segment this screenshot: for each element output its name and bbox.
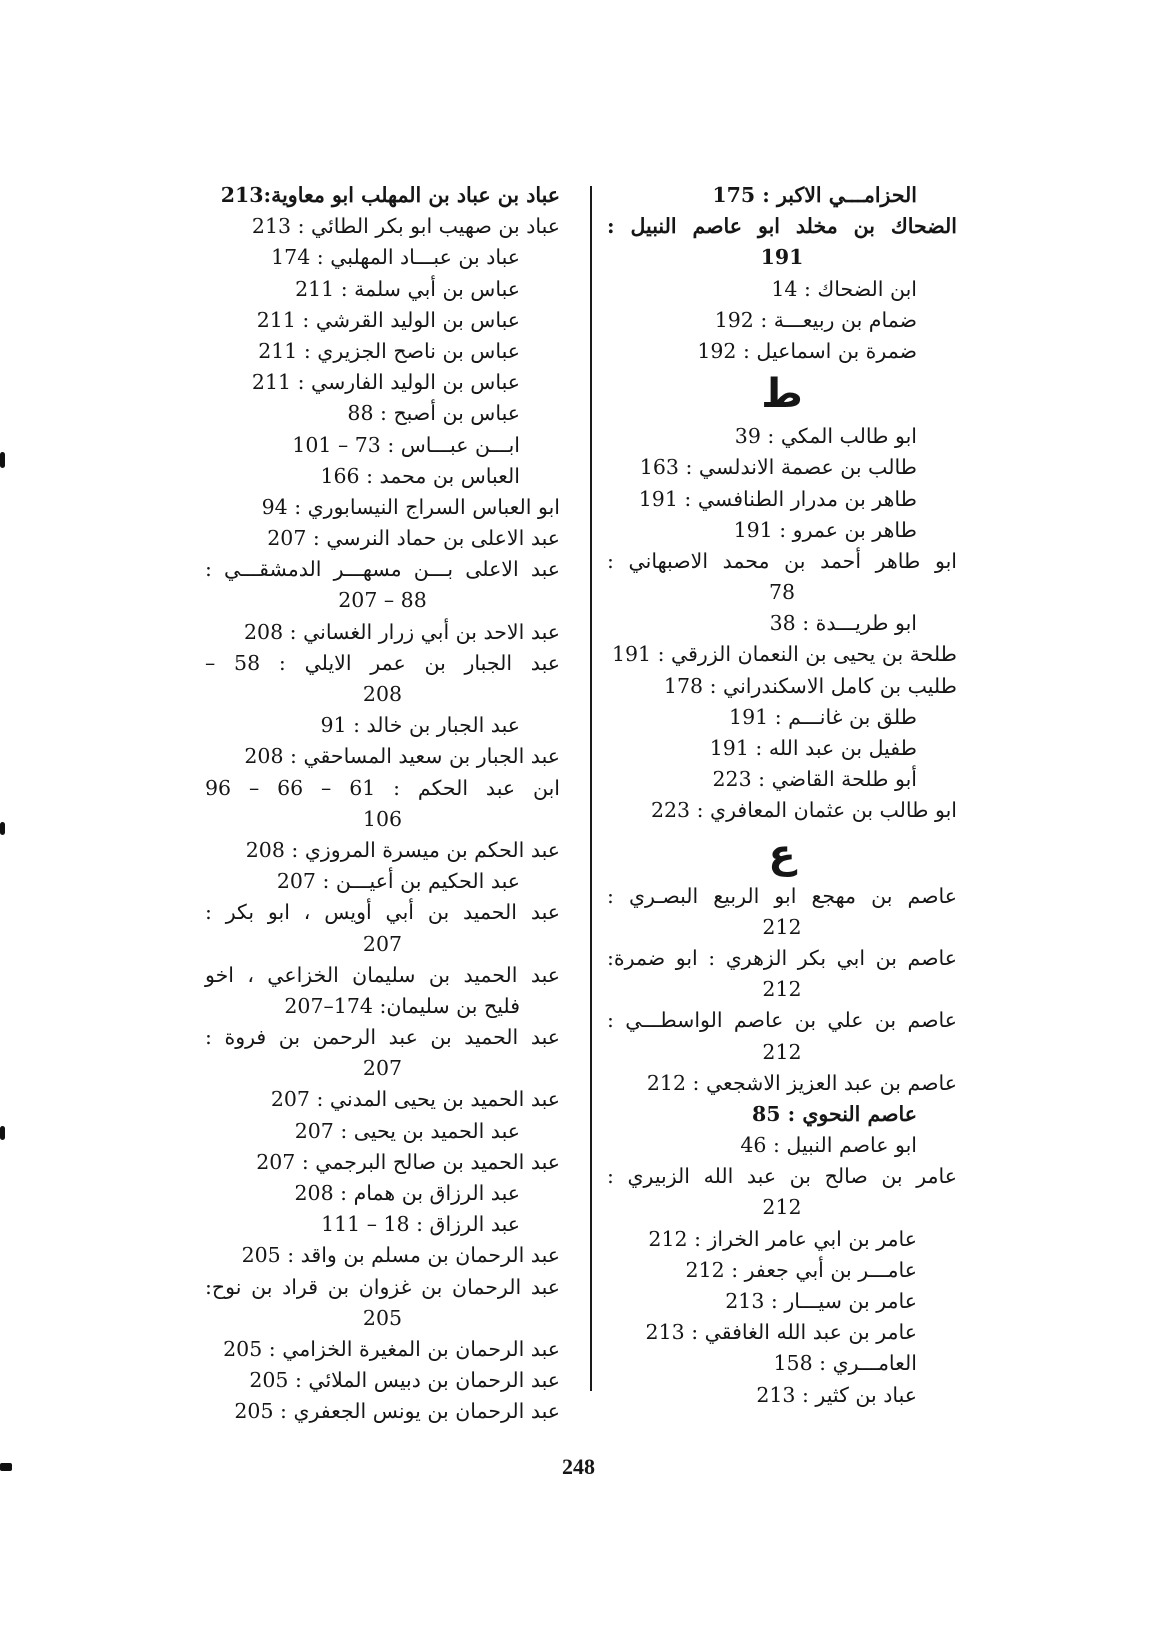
index-entry: فليح بن سليمان: 174–207 [284, 993, 520, 1018]
index-entry: عاصم بن مهجع ابو الربيع البصـري : [607, 883, 957, 908]
index-entry: الضحاك بن مخلد ابو عاصم النبيل : [607, 214, 957, 239]
index-entry: عامر بن عبد الله الغافقي : 213 [645, 1320, 917, 1345]
index-entry: عبد الجبار بن عمر الايلي : 58 – [205, 650, 560, 675]
index-entry: عامر بن سيـــار : 213 [725, 1289, 917, 1313]
index-entry: عباس بن أبي سلمة : 211 [295, 276, 520, 301]
index-entry: العامـــري : 158 [773, 1351, 917, 1376]
index-entry: عبد الاعلى بن حماد النرسي : 207 [267, 526, 560, 551]
index-entry: عبد الرحمان بن المغيرة الخزامي : 205 [223, 1336, 560, 1361]
index-entry: طالب بن عصمة الاندلسي : 163 [639, 455, 917, 480]
index-entry: عبد الجبار بن خالد : 91 [320, 713, 520, 738]
index-entry: عبد الحميد بن سليمان الخزاعي ، اخو [205, 962, 560, 987]
index-entry: العباس بن محمد : 166 [320, 463, 520, 488]
index-entry: ابو طريـــدة : 38 [769, 611, 917, 636]
index-entry: عباس بن الوليد الفارسي : 211 [251, 370, 520, 395]
index-entry: ابو طاهر أحمد بن محمد الاصبهاني : [607, 548, 957, 573]
index-entry: أبو طلحة القاضي : 223 [712, 767, 917, 792]
index-entry: عبد الحميد بن أبي أويس ، ابو بكر : [205, 900, 560, 925]
index-entry: عباس بن ناصح الجزيري : 211 [258, 338, 520, 363]
section-letter-ta: ط [761, 371, 803, 418]
index-entry: طليب بن كامل الاسكندراني : 178 [663, 673, 957, 698]
index-entry: طلق بن غانـــم : 191 [729, 704, 917, 729]
right-entries-group-3 [607, 881, 957, 1411]
index-entry: طاهر بن مدرار الطنافسي : 191 [638, 486, 917, 511]
index-entry: 88 – 207 [338, 588, 427, 613]
index-entry: عبد الاعلى بـــن مسهـــر الدمشقـــي : [205, 557, 560, 582]
index-entry: عاصم بن عبد العزيز الاشجعي : 212 [646, 1070, 957, 1095]
index-entry: عبد الرحمان بن دبيس الملائي : 205 [249, 1368, 560, 1393]
index-entry: 207 [362, 1056, 403, 1081]
index-entry: عامر بن صالح بن عبد الله الزبيري : [607, 1164, 957, 1189]
index-entry: عباس بن الوليد القرشي : 211 [256, 307, 520, 332]
index-entry: عاصم النحوي : 85 [751, 1101, 917, 1126]
index-entry: 212 [762, 977, 802, 1002]
left-entries [205, 180, 560, 1428]
index-entry: عاصم بن علي بن عاصم الواسطـــي : [607, 1008, 957, 1033]
index-entry: عبد الرزاق بن همام : 208 [294, 1181, 520, 1205]
index-entry: عبد الحميد بن صالح البرجمي : 207 [256, 1149, 560, 1174]
index-entry: عبد الرزاق : 18 – 111 [321, 1212, 520, 1237]
scan-mark [0, 1463, 12, 1471]
index-entry: ابو عاصم النبيل : 46 [740, 1133, 917, 1158]
index-entry: ابن الضحاك : 14 [771, 276, 917, 301]
index-entry: عباد بن عبـــاد المهلبي : 174 [271, 245, 520, 270]
index-entry: ضمام بن ربيعـــة : 192 [714, 307, 917, 332]
index-entry: 207 [362, 931, 403, 956]
index-entry: ابن عبد الحكم : 61 – 66 – 96 [205, 775, 560, 800]
index-entry: طفيل بن عبد الله : 191 [709, 736, 917, 760]
index-entry: 212 [762, 1039, 802, 1064]
index-entry: عبد الحميد بن عبد الرحمن بن فروة : [205, 1025, 560, 1050]
index-entry: عبد الرحمان بن غزوان بن قراد بن نوح: [205, 1274, 560, 1299]
right-entries-group-2 [607, 421, 957, 826]
index-entry: ابـــن عبـــاس : 73 – 101 [292, 432, 520, 457]
index-entry: 212 [762, 1195, 802, 1220]
index-entry: عبد الحميد بن يحيى : 207 [294, 1118, 520, 1143]
left-column [205, 180, 560, 1428]
scan-mark [0, 1126, 5, 1140]
index-entry: ابو طالب بن عثمان المعافري : 223 [650, 798, 957, 823]
index-entry: ضمرة بن اسماعيل : 192 [697, 338, 917, 363]
index-entry: 212 [762, 914, 802, 939]
index-entry: 78 [768, 580, 796, 605]
section-letter-ain: ع [768, 830, 796, 877]
scan-mark [0, 822, 5, 835]
index-entry: عبد الرحمان بن مسلم بن واقد : 205 [241, 1243, 560, 1268]
index-entry: عباد بن عباد بن المهلب ابو معاوية:213 [220, 183, 560, 207]
index-entry: عبد الرحمان بن يونس الجعفري : 205 [234, 1399, 560, 1424]
right-column [607, 180, 957, 1411]
column-divider [590, 186, 592, 1391]
right-entries-group-1 [607, 180, 957, 367]
index-entry: عباس بن أصبح : 88 [347, 401, 520, 426]
index-entry: عباد بن صهيب ابو بكر الطائي : 213 [251, 214, 560, 239]
index-entry: 208 [362, 682, 403, 706]
index-entry: 106 [362, 806, 403, 831]
index-entry: عاصم بن ابي بكر الزهري : ابو ضمرة: [607, 945, 957, 970]
index-entry: 205 [362, 1305, 403, 1330]
index-entry: ابو العباس السراج النيسابوري : 94 [261, 494, 560, 519]
index-entry: عباد بن كثير : 213 [756, 1382, 917, 1407]
index-entry: عبد الجبار بن سعيد المساحقي : 208 [244, 744, 560, 769]
index-entry: عبد الاحد بن أبي زرار الغساني : 208 [243, 619, 560, 644]
index-entry: 191 [760, 245, 804, 270]
index-entry: طاهر بن عمرو : 191 [733, 517, 917, 542]
index-entry: الحزامـــي الاكبر : 175 [712, 183, 917, 207]
index-entry: ابو طالب المكي : 39 [734, 424, 917, 449]
scan-mark [0, 452, 5, 468]
index-entry: عبد الحكيم بن أعيـــن : 207 [276, 869, 520, 894]
index-entry: عبد الحميد بن يحيى المدني : 207 [270, 1087, 560, 1112]
page-number: 248 [562, 1454, 595, 1479]
index-entry: طلحة بن يحيى بن النعمان الزرقي : 191 [611, 642, 957, 667]
index-entry: عامـــر بن أبي جعفر : 212 [685, 1257, 917, 1282]
index-entry: عامر بن ابي عامر الخراز : 212 [648, 1226, 917, 1251]
index-entry: عبد الحكم بن ميسرة المروزي : 208 [245, 837, 560, 862]
